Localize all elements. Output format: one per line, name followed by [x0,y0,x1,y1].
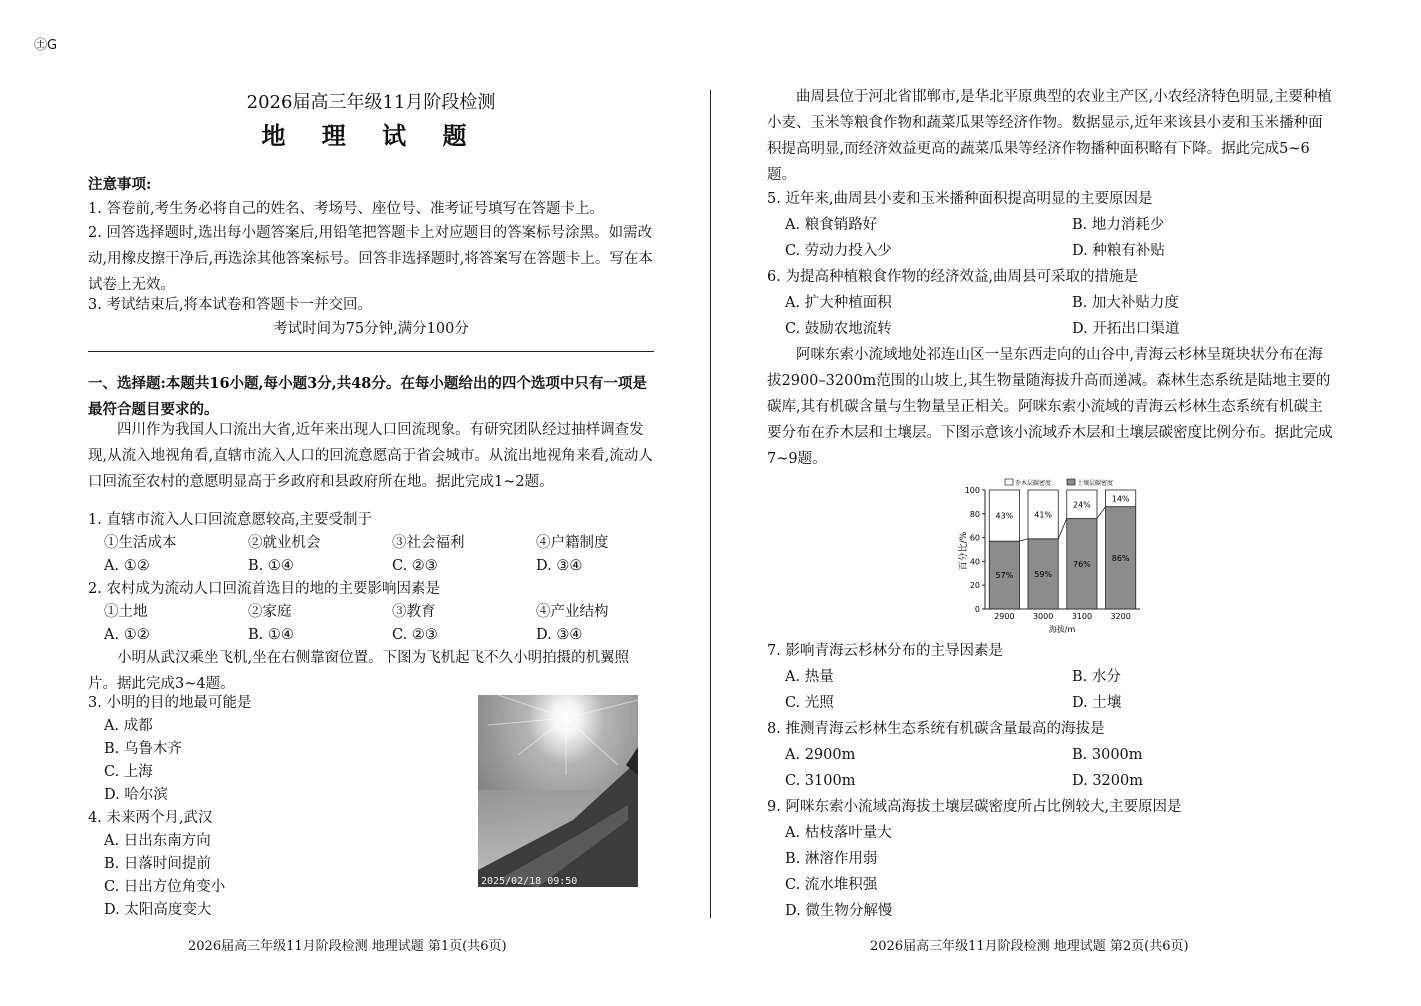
q2-option: A. ①② [104,627,150,643]
q5-stem: 5. 近年来,曲周县小麦和玉米播种面积提高明显的主要原因是 [767,191,1153,207]
chart-data-label-tree: 43% [995,511,1014,521]
q2-item: ①土地 [104,604,148,620]
q1-option: C. ②③ [392,558,438,574]
notice-item-2: 2. 回答选择题时,选出每小题答案后,用铅笔把答题卡上对应题目的答案标号涂黑。如需改动,用橡皮擦干净后,再选涂其他答案标号。回答非选择题时,将答案写在答题卡上。写在本试卷上无效。 [88,225,653,293]
chart-data-label-soil: 57% [995,571,1014,581]
chart-legend-swatch [1005,479,1013,485]
chart-x-tick-label: 3100 [1071,612,1093,621]
chart-x-tick-label: 2900 [994,612,1015,621]
q9-option: A. 枯枝落叶量大 [785,825,892,841]
q6-option: B. 加大补贴力度 [1072,295,1179,311]
carbon-density-chart [955,476,1145,636]
q3-option: B. 乌鲁木齐 [104,741,182,757]
wing-photo [478,695,638,887]
q2-stem: 2. 农村成为流动人口回流首选目的地的主要影响因素是 [88,581,440,597]
q9-option: B. 淋溶作用弱 [785,851,878,867]
chart-connector [1058,519,1067,539]
notice-item-1: 1. 答卷前,考生务必将自己的姓名、考场号、座位号、准考证号填写在答题卡上。 [88,201,605,217]
chart-y-tick-label: 80 [969,509,980,519]
chart-data-label-soil: 59% [1034,569,1053,579]
q3-option: D. 哈尔滨 [104,787,168,803]
q3-option: C. 上海 [104,764,153,780]
q2-item: ④产业结构 [536,604,609,620]
q1-item: ④户籍制度 [536,535,609,551]
q2-item: ③教育 [392,604,436,620]
chart-connector [1097,507,1106,519]
section-heading: 一、选择题:本题共16小题,每小题3分,共48分。在每小题给出的四个选项中只有一项是最符合题目要求的。 [88,375,647,418]
passage-1: 四川作为我国人口流出大省,近年来出现人口回流现象。有研究团队经过抽样调查发现,从流入地视角看,直辖市流入人口的回流意愿高于省会城市。从流出地视角来看,流动人口回流至农村的意愿明显高于乡政府和县政府所在地。据此完成1~2题。 [88,422,653,490]
q8-stem: 8. 推测青海云杉林生态系统有机碳含量最高的海拔是 [767,721,1105,737]
q5-option: B. 地力消耗少 [1072,217,1165,233]
q4-option: D. 太阳高度变大 [104,902,212,918]
q4-option: B. 日落时间提前 [104,856,211,872]
q5-option: A. 粮食销路好 [785,217,878,233]
q1-item: ③社会福利 [392,535,465,551]
page1-footer: 2026届高三年级11月阶段检测 地理试题 第1页(共6页) [188,939,507,954]
chart-data-label-soil: 76% [1072,559,1091,569]
q8-option: B. 3000m [1072,747,1143,763]
q2-option: C. ②③ [392,627,438,643]
q3-stem: 3. 小明的目的地最可能是 [88,695,252,711]
q7-option: B. 水分 [1072,669,1121,685]
passage-4: 阿咪东索小流域地处祁连山区一呈东西走向的山谷中,青海云杉林呈斑块状分布在海拔2900–3200m范围的山坡上,其生物量随海拔升高而递减。森林生态系统是陆地主要的碳库,其有机碳含量与生物量呈正相关。阿咪东索小流域的青海云杉林生态系统有机碳主要分布在乔木层和土壤层。下图示意该小流域乔木层和土壤层碳密度比例分布。据此完成7~9题。 [767,347,1333,467]
q1-option: A. ①② [104,558,150,574]
chart-y-tick-label: 40 [969,557,980,567]
chart-x-tick-label: 3000 [1032,612,1054,621]
q4-option: C. 日出方位角变小 [104,879,226,895]
q8-option: C. 3100m [785,773,856,789]
chart-data-label-tree: 14% [1111,494,1130,504]
chart-ylabel: 百分比/% [959,531,969,571]
column-divider [710,90,711,918]
q7-option: D. 土壤 [1072,695,1122,711]
q5-option: C. 劳动力投入少 [785,243,892,259]
chart-x-tick-label: 3200 [1110,612,1131,621]
chart-xlabel: 海拔/m [1048,625,1076,634]
q5-option: D. 种粮有补贴 [1072,243,1165,259]
q2-option: D. ③④ [536,627,583,643]
exam-title: 2026届高三年级11月阶段检测 [246,92,496,113]
q2-option: B. ①④ [248,627,294,643]
passage-2: 小明从武汉乘坐飞机,坐在右侧靠窗位置。下图为飞机起飞不久小明拍摄的机翼照片。据此完成3~4题。 [88,650,630,692]
q9-stem: 9. 阿咪东索小流域高海拔土壤层碳密度所占比例较大,主要原因是 [767,799,1182,815]
notice-heading: 注意事项: [88,176,152,193]
q7-stem: 7. 影响青海云杉林分布的主导因素是 [767,643,1003,659]
chart-data-label-tree: 24% [1072,500,1091,510]
q7-option: C. 光照 [785,695,834,711]
chart-y-tick-label: 0 [974,605,980,614]
q8-option: A. 2900m [785,747,856,763]
q1-option: D. ③④ [536,558,583,574]
chart-data-label-soil: 86% [1111,553,1130,563]
q6-option: D. 开拓出口渠道 [1072,321,1180,337]
q9-option: C. 流水堆积强 [785,877,878,893]
passage-3: 曲周县位于河北省邯郸市,是华北平原典型的农业主产区,小农经济特色明显,主要种植小麦、玉米等粮食作物和蔬菜瓜果等经济作物。数据显示,近年来该县小麦和玉米播种面积提高明显,而经济效益更高的蔬菜瓜果等经济作物播种面积略有下降。据此完成5~6题。 [767,89,1332,183]
chart-data-label-tree: 41% [1034,510,1053,520]
q3-option: A. 成都 [104,718,153,734]
chart-legend-swatch [1067,479,1075,485]
divider [88,351,654,352]
chart-y-tick-label: 100 [964,486,980,495]
q4-option: A. 日出东南方向 [104,833,211,849]
corner-mark: ㊏G [34,38,58,53]
q1-item: ②就业机会 [248,535,321,551]
q1-option: B. ①④ [248,558,294,574]
time-info: 考试时间为75分钟,满分100分 [273,321,469,337]
q6-stem: 6. 为提高种植粮食作物的经济效益,曲周县可采取的措施是 [767,269,1139,285]
q4-stem: 4. 未来两个月,武汉 [88,810,213,826]
subject-title: 地 理 试 题 [261,121,481,150]
q1-item: ①生活成本 [104,535,177,551]
chart-y-tick-label: 60 [969,533,980,543]
q6-option: A. 扩大种植面积 [785,295,892,311]
q6-option: C. 鼓励农地流转 [785,321,892,337]
q1-stem: 1. 直辖市流入人口回流意愿较高,主要受制于 [88,512,373,528]
q7-option: A. 热量 [785,669,834,685]
photo-timestamp: 2025/02/18 09:50 [481,876,578,887]
chart-legend-label: 乔木层碳密度 [1015,480,1052,487]
q8-option: D. 3200m [1072,773,1143,789]
q9-option: D. 微生物分解慢 [785,903,893,919]
chart-y-tick-label: 20 [969,581,980,591]
q2-item: ②家庭 [248,604,292,620]
chart-connector [1019,539,1028,541]
chart-legend-label: 土壤层碳密度 [1077,480,1114,487]
page2-footer: 2026届高三年级11月阶段检测 地理试题 第2页(共6页) [870,939,1189,954]
notice-item-3: 3. 考试结束后,将本试卷和答题卡一并交回。 [88,297,373,313]
